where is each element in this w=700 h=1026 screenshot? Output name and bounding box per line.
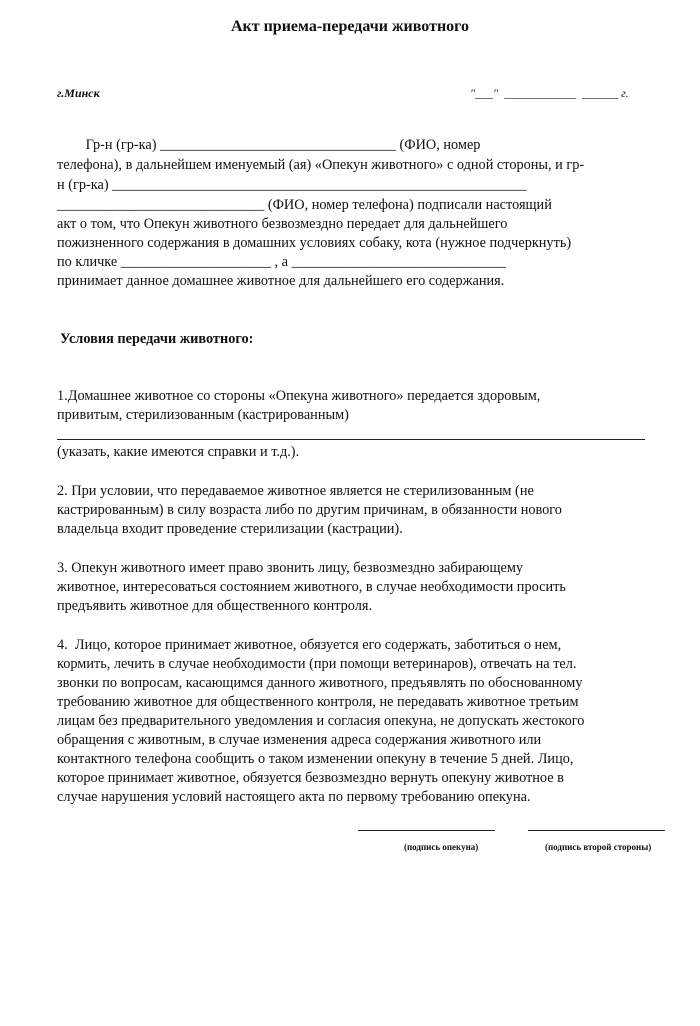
- date-line: "___" ____________ ______ г.: [470, 86, 629, 100]
- intro-line: по кличке _____________________ , а ______________________________: [57, 254, 507, 270]
- clause-4-line: которое принимает животное, обязуется безвозмездно вернуть опекуну животное в: [57, 770, 564, 786]
- clause-3-line: предъявить животное для общественного контроля.: [57, 598, 373, 614]
- clause-2-line: кастрированным) в силу возраста либо по другим причинам, в обязанности нового: [57, 502, 562, 518]
- clause-3-line: 3. Опекун животного имеет право звонить лицу, безвозмездно забирающему: [57, 560, 524, 576]
- second-party-signature-line: [528, 830, 665, 831]
- clause-1-line: привитым, стерилизованным (кастрированным): [57, 407, 349, 423]
- guardian-signature-label: (подпись опекуна): [404, 842, 479, 852]
- intro-line: телефона), в дальнейшем именуемый (ая) «Опекун животного» с одной стороны, и гр-: [57, 157, 585, 173]
- clause-1-line: 1.Домашнее животное со стороны «Опекуна животного» передается здоровым,: [57, 388, 541, 404]
- clause-4-line: случае нарушения условий настоящего акта по первому требованию опекуна.: [57, 789, 531, 805]
- intro-line: принимает данное домашнее животное для дальнейшего его содержания.: [57, 273, 505, 289]
- clause-3-line: животное, интересоваться состоянием животного, в случае необходимости просить: [57, 579, 566, 595]
- conditions-heading: Условия передачи животного:: [60, 331, 254, 347]
- guardian-signature-line: [358, 830, 495, 831]
- clause-2-line: 2. При условии, что передаваемое животное является не стерилизованным (не: [57, 483, 534, 499]
- intro-line: пожизненного содержания в домашних условиях собаку, кота (нужное подчеркнуть): [57, 235, 572, 251]
- clause-1-line: (указать, какие имеются справки и т.д.).: [57, 444, 300, 460]
- intro-line: акт о том, что Опекун животного безвозмездно передает для дальнейшего: [57, 216, 508, 232]
- clause-4-line: 4. Лицо, которое принимает животное, обязуется его содержать, заботиться о нем,: [57, 637, 562, 653]
- intro-line: Гр-н (гр-ка) _________________________________ (ФИО, номер: [57, 137, 481, 153]
- clause-4-line: кормить, лечить в случае необходимости (при помощи ветеринаров), отвечать на тел.: [57, 656, 577, 672]
- city-label: г.Минск: [57, 86, 100, 100]
- clause-4-line: звонки по вопросам, касающимся данного животного, предъявлять по обоснованному: [57, 675, 583, 691]
- clause-4-line: обращения с животным, в случае изменения адреса содержания животного или: [57, 732, 542, 748]
- clause-4-line: лицам без предварительного уведомления и согласия опекуна, не допускать жестокого: [57, 713, 585, 729]
- document-title: Акт приема-передачи животного: [230, 18, 470, 35]
- clause-4-line: требованию животное для общественного контроля, не передавать животное третьим: [57, 694, 579, 710]
- clause-4-line: контактного телефона сообщить о таком изменении опекуну в течение 5 дней. Лицо,: [57, 751, 574, 767]
- intro-line: н (гр-ка) __________________________________________________________: [57, 177, 527, 193]
- blank-fill-line: [57, 439, 645, 440]
- intro-line: _____________________________ (ФИО, номер телефона) подписали настоящий: [57, 197, 552, 213]
- clause-2-line: владельца входит проведение стерилизации (кастрации).: [57, 521, 403, 537]
- second-party-signature-label: (подпись второй стороны): [545, 842, 652, 852]
